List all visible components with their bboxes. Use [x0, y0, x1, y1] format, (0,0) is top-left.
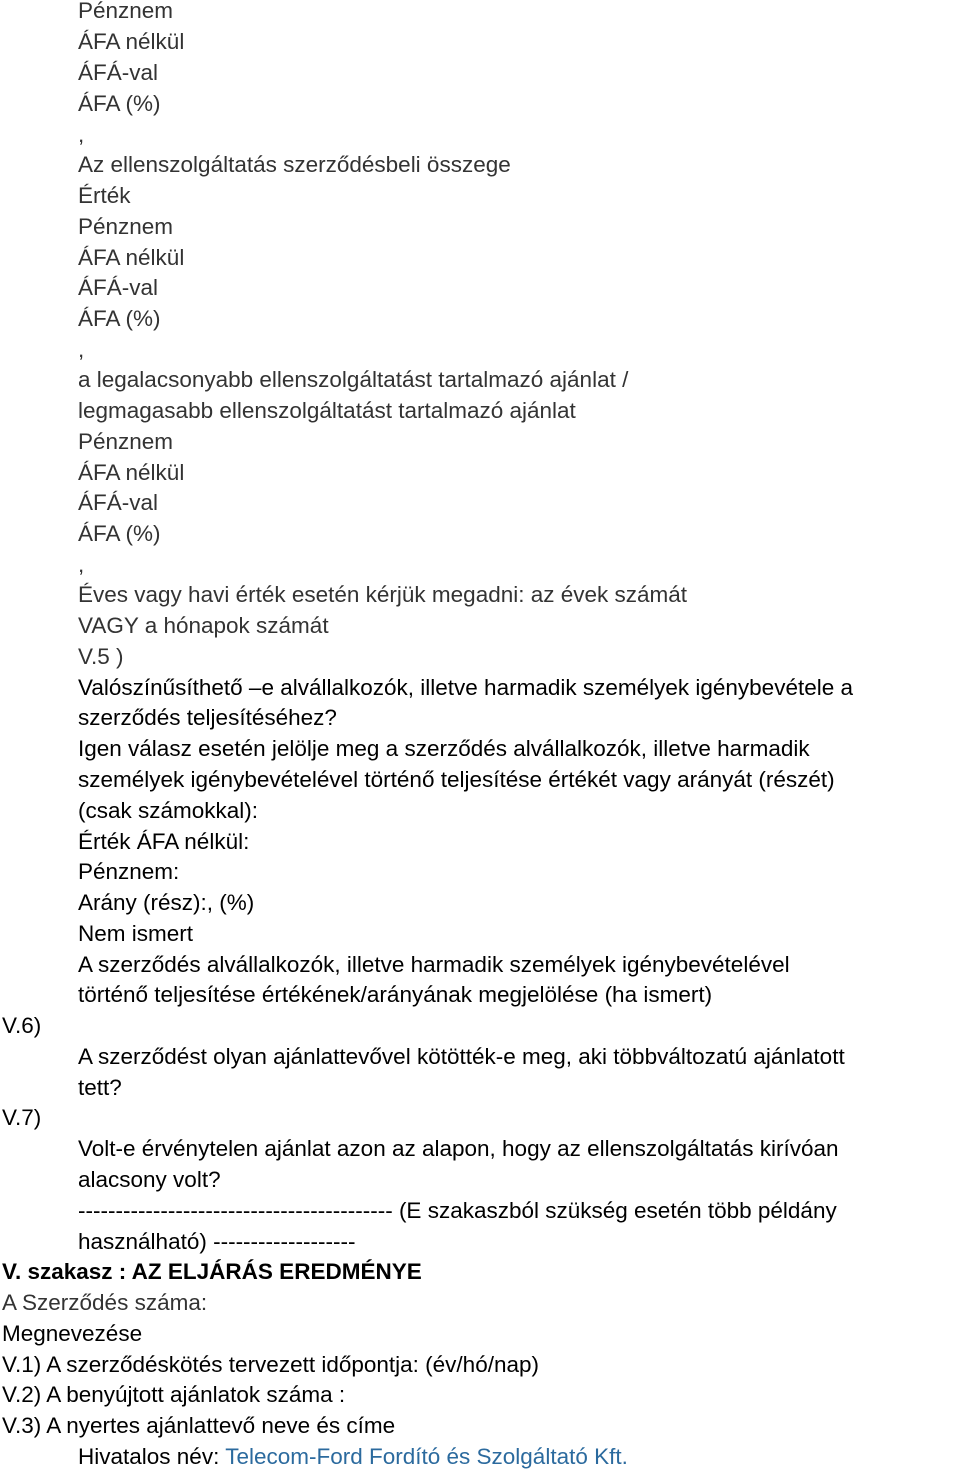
- yes-answer-instruction-cont: személyek igénybevételével történő teljesítése értékét vagy arányát (részét): [78, 767, 835, 792]
- invalid-offer-question: Volt-e érvénytelen ajánlat azon az alapon, hogy az ellenszolgáltatás kirívóan: [78, 1136, 839, 1161]
- lowest-highest-offer-heading-cont: legmagasabb ellenszolgáltatást tartalmazó ajánlat: [78, 398, 576, 423]
- contract-value-heading: Az ellenszolgáltatás szerződésbeli összege: [78, 152, 511, 177]
- annual-monthly-note-cont: VAGY a hónapok számát: [78, 613, 329, 638]
- contract-number-label: A Szerződés száma:: [2, 1290, 208, 1315]
- vat-percent-label: ÁFA (%): [78, 91, 161, 116]
- currency-label: Pénznem: [78, 429, 174, 454]
- value-label: Érték: [78, 183, 131, 208]
- official-name-row: [78, 1444, 628, 1470]
- submitted-offers-count-label: V.2) A benyújtott ajánlatok száma :: [2, 1382, 346, 1407]
- vat-percent-label: ÁFA (%): [78, 521, 161, 546]
- ratio-label: Arány (rész):, (%): [78, 890, 255, 915]
- separator-comma: ,: [78, 122, 85, 147]
- subcontract-share-note: A szerződés alvállalkozók, illetve harmadik személyek igénybevételével: [78, 952, 790, 977]
- section-v5-number: V.5 ): [78, 644, 124, 669]
- without-vat-label: ÁFA nélkül: [78, 245, 185, 270]
- section-v-title: V. szakasz : AZ ELJÁRÁS EREDMÉNYE: [2, 1259, 422, 1284]
- with-vat-label: ÁFÁ-val: [78, 275, 159, 300]
- winning-bidder-label: V.3) A nyertes ajánlattevő neve és címe: [2, 1413, 396, 1438]
- subcontract-share-note-cont: történő teljesítése értékének/arányának megjelölése (ha ismert): [78, 982, 713, 1007]
- with-vat-label: ÁFÁ-val: [78, 490, 159, 515]
- annual-monthly-note: Éves vagy havi érték esetén kérjük megadni: az évek számát: [78, 582, 688, 607]
- official-name-label: Hivatalos név:: [78, 1444, 220, 1469]
- separator-comma: ,: [78, 337, 85, 362]
- name-label: Megnevezése: [2, 1321, 143, 1346]
- official-name-value: Telecom-Ford Fordító és Szolgáltató Kft.: [225, 1444, 628, 1469]
- currency-label: Pénznem: [78, 214, 174, 239]
- section-v6-number: V.6): [2, 1013, 42, 1038]
- repeat-section-note-cont: használható) -------------------: [78, 1229, 356, 1254]
- without-vat-label: ÁFA nélkül: [78, 460, 185, 485]
- currency-field-label: Pénznem:: [78, 859, 180, 884]
- variant-offer-question-cont: tett?: [78, 1075, 122, 1100]
- planned-contract-date-label: V.1) A szerződéskötés tervezett időpontja: (év/hó/nap): [2, 1352, 539, 1377]
- variant-offer-question: A szerződést olyan ajánlattevővel kötötték-e meg, aki többváltozatú ajánlatott: [78, 1044, 845, 1069]
- section-v7-number: V.7): [2, 1105, 42, 1130]
- separator-comma: ,: [78, 552, 85, 577]
- unknown-label: Nem ismert: [78, 921, 194, 946]
- without-vat-label: ÁFA nélkül: [78, 29, 185, 54]
- invalid-offer-question-cont: alacsony volt?: [78, 1167, 221, 1192]
- yes-answer-instruction: Igen válasz esetén jelölje meg a szerződés alvállalkozók, illetve harmadik: [78, 736, 810, 761]
- with-vat-label: ÁFÁ-val: [78, 60, 159, 85]
- lowest-highest-offer-heading: a legalacsonyabb ellenszolgáltatást tartalmazó ajánlat /: [78, 367, 629, 392]
- value-without-vat-label: Érték ÁFA nélkül:: [78, 829, 250, 854]
- currency-label: Pénznem: [78, 0, 174, 23]
- repeat-section-note: ------------------------------------------ (E szakaszból szükség esetén több példány: [78, 1198, 837, 1223]
- vat-percent-label: ÁFA (%): [78, 306, 161, 331]
- subcontractor-question: Valószínűsíthető –e alvállalkozók, illetve harmadik személyek igénybevétele a: [78, 675, 853, 700]
- yes-answer-instruction-end: (csak számokkal):: [78, 798, 259, 823]
- subcontractor-question-cont: szerződés teljesítéséhez?: [78, 705, 337, 730]
